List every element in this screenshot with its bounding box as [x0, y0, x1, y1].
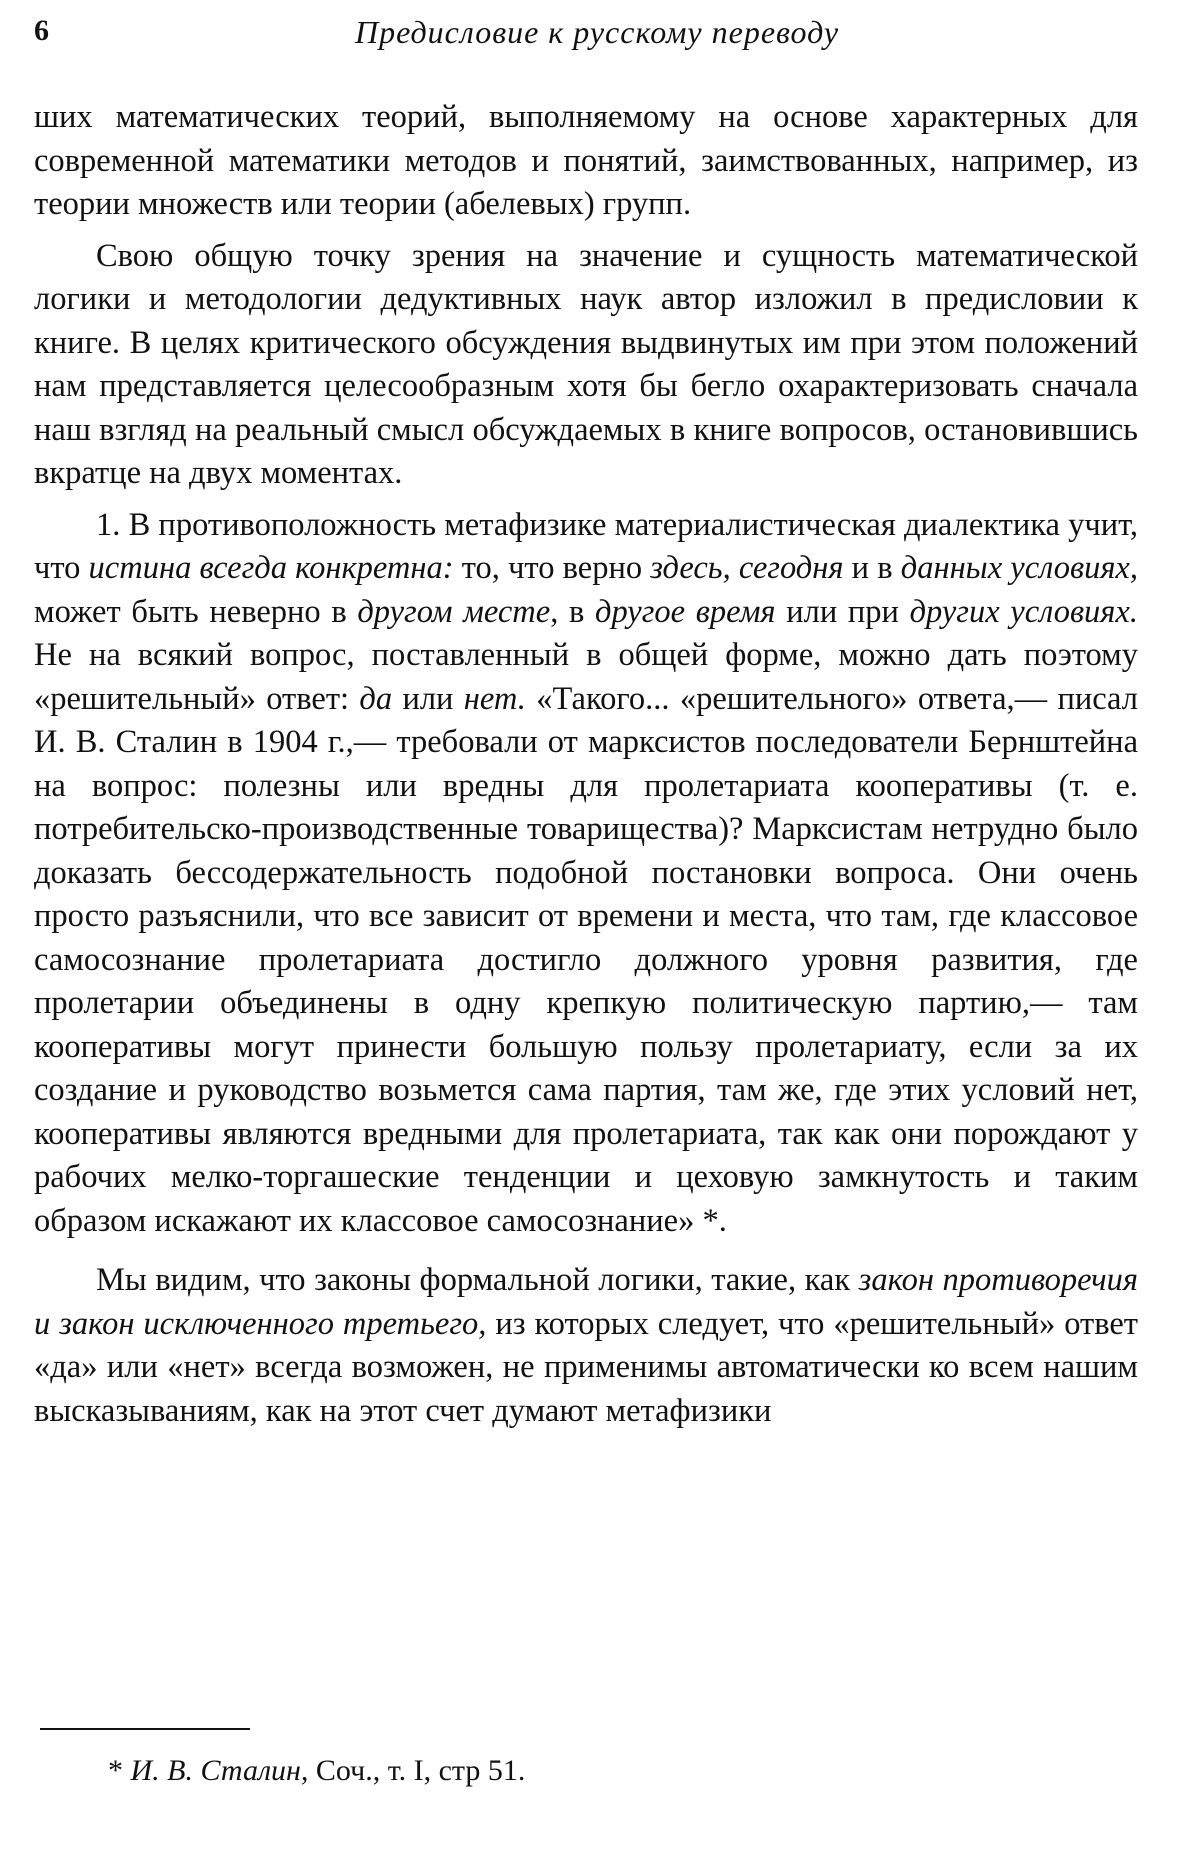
emphasis-text: истина всегда конкретна: [88, 550, 454, 586]
running-title: Предисловие к русскому переводу [354, 14, 840, 50]
text-segment: «Такого... «решительного» ответа,— писал И. В. Сталин в 1904 г.,— требовали от марксистов последователи Бернштейна на вопрос: полезны или вредны для пролетариата кооперативы (т. е. потребительско-производственные товарищества)? Марксистам нетрудно было доказать бессодержательность подобной постановки вопроса. Они очень просто разъяснили, что все зависит от времени и места, что там, где классовое самосознание пролетариата достигло должного уровня развития, где пролетарии объединены в одну крепкую политическую партию,— там кооперативы могут принести большую пользу пролетариату, если за их создание и руководство возьмется сама партия, там же, где этих условий нет, кооперативы являются вредными для пролетариата, так как они порождают у рабочих мелко-торгашеские тенденции и цеховую замкнутость и таким образом искажают их классовое самосознание» *. [34, 680, 1138, 1239]
emphasis-text: да [359, 680, 393, 717]
text-segment: , в [550, 593, 596, 630]
emphasis-text: И. В. Сталин, [130, 1754, 309, 1787]
footnote-rule [40, 1728, 250, 1730]
text-segment: то, что верно [453, 550, 651, 586]
text-segment: или [392, 680, 464, 717]
text-segment: или при [775, 593, 910, 630]
emphasis-text: нет. [463, 680, 526, 717]
emphasis-text: закон противоречия и закон исключенного третьего, [34, 1262, 1138, 1342]
page-header [34, 14, 1160, 58]
emphasis-text: другое время [595, 593, 776, 630]
text-segment: Свою общую точку зрения на значение и сущность математической логики и методологии дедуктивных наук автор изложил в предисловии к книге. В целях критического обсуждения выдвинутых им при этом положений нам представляется целесообразным хотя бы бегло охарактеризовать сначала наш взгляд на реальный смысл обсуждаемых в книге вопросов, остановившись вкратце на двух моментах. [34, 237, 1138, 491]
text-segment: из которых следует, что «решительный» ответ «да» или «нет» всегда возможен, не применимы автоматически ко всем нашим высказываниям, как на этот счет думают метафизики [34, 1305, 1139, 1429]
text-segment: * [108, 1754, 131, 1787]
text-segment: Соч., т. I, стр 51. [308, 1754, 526, 1787]
emphasis-text: здесь, сегодня [650, 550, 844, 586]
text-segment: Не на всякий вопрос, поставленный в общей форме, можно дать поэтому «решительный» ответ: [34, 637, 1138, 717]
emphasis-text: других условиях. [909, 593, 1138, 630]
text-segment: может быть неверно в [34, 593, 358, 630]
paragraph-formal-logic [34, 1259, 1138, 1433]
paragraph-dialectics [34, 504, 1138, 1244]
text-segment: Мы видим, что законы формальной логики, такие, как [96, 1262, 859, 1298]
text-segment: и в [843, 550, 901, 586]
emphasis-text: данных условиях, [900, 550, 1138, 586]
paragraph-continuation [34, 96, 1138, 227]
text-segment: 1. В противоположность метафизике материалистическая диалектика учит, что [34, 506, 1138, 586]
paragraph-author-viewpoint [34, 235, 1138, 496]
footnote [108, 1754, 525, 1788]
emphasis-text: другом месте [357, 593, 551, 630]
text-segment: ших математических теорий, выполняемому на основе характерных для современной математики методов и понятий, заимствованных, например, из теории множеств или теории (абелевых) групп. [34, 99, 1138, 222]
page-number: 6 [34, 14, 49, 47]
body-text [34, 96, 1138, 1433]
